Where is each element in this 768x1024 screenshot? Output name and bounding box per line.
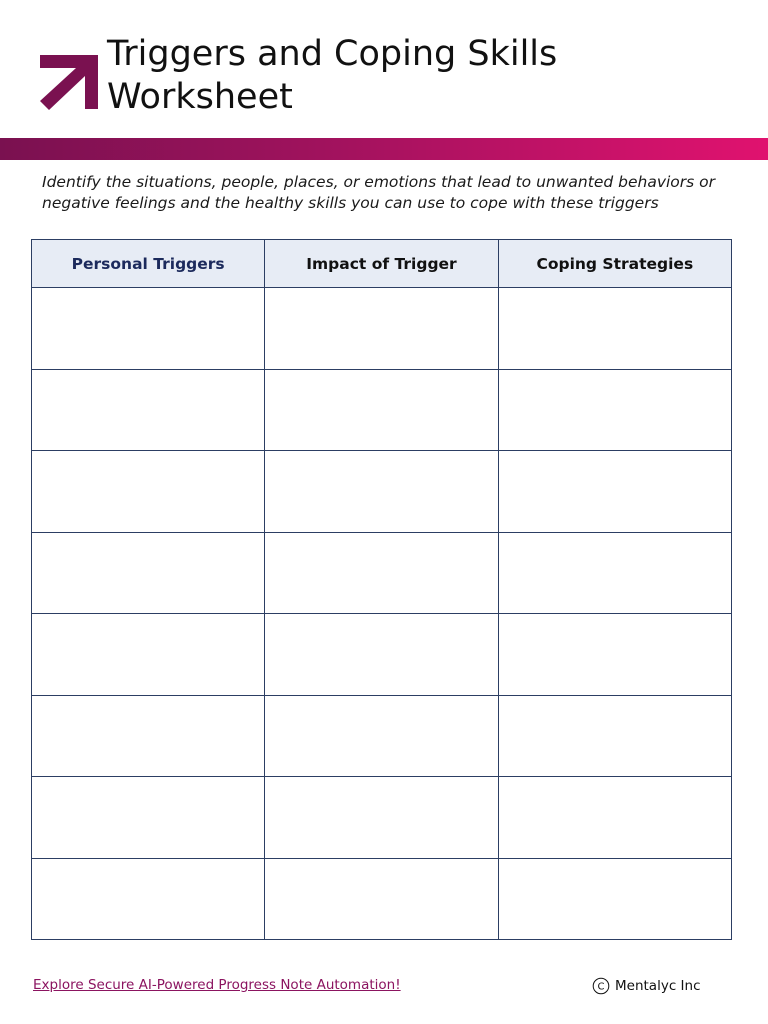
trigger-cell[interactable] [32,614,265,696]
table-row [32,777,732,859]
brand-name: Mentalyc Inc [615,978,701,994]
trigger-cell[interactable] [32,532,265,614]
arrow-up-right-icon [40,55,100,111]
column-header-personal-triggers: Personal Triggers [32,240,265,288]
coping-cell[interactable] [498,532,731,614]
instructions-text [42,172,742,214]
instructions-line-2: negative feelings and the healthy skills you can use to cope with these triggers [42,194,659,212]
impact-cell[interactable] [265,777,498,859]
instructions-line-1: Identify the situations, people, places, or emotions that lead to unwanted behaviors or [42,173,716,191]
title-line-2: Worksheet [107,77,293,117]
gradient-banner [0,138,768,160]
progress-note-automation-link[interactable]: Explore Secure AI-Powered Progress Note Automation! [33,977,401,993]
impact-cell[interactable] [265,451,498,533]
trigger-cell[interactable] [32,369,265,451]
table-row [32,695,732,777]
trigger-cell[interactable] [32,858,265,940]
impact-cell[interactable] [265,532,498,614]
coping-cell[interactable] [498,451,731,533]
page-title [107,33,707,119]
coping-cell[interactable] [498,369,731,451]
table-header-row [32,240,732,288]
impact-cell[interactable] [265,614,498,696]
column-header-coping-strategies: Coping Strategies [498,240,731,288]
svg-text:C: C [597,981,605,993]
impact-cell[interactable] [265,858,498,940]
coping-cell[interactable] [498,858,731,940]
table-row [32,858,732,940]
impact-cell[interactable] [265,288,498,370]
copyright-icon [592,977,610,995]
title-line-1: Triggers and Coping Skills [107,34,558,74]
coping-cell[interactable] [498,614,731,696]
impact-cell[interactable] [265,369,498,451]
footer-brand [592,977,701,995]
page-header [0,0,768,138]
table-row [32,451,732,533]
worksheet-table [31,239,732,940]
trigger-cell[interactable] [32,777,265,859]
column-header-impact-of-trigger: Impact of Trigger [265,240,498,288]
coping-cell[interactable] [498,695,731,777]
trigger-cell[interactable] [32,288,265,370]
coping-cell[interactable] [498,288,731,370]
table-row [32,288,732,370]
table-row [32,614,732,696]
impact-cell[interactable] [265,695,498,777]
table-row [32,532,732,614]
trigger-cell[interactable] [32,451,265,533]
coping-cell[interactable] [498,777,731,859]
trigger-cell[interactable] [32,695,265,777]
table-row [32,369,732,451]
